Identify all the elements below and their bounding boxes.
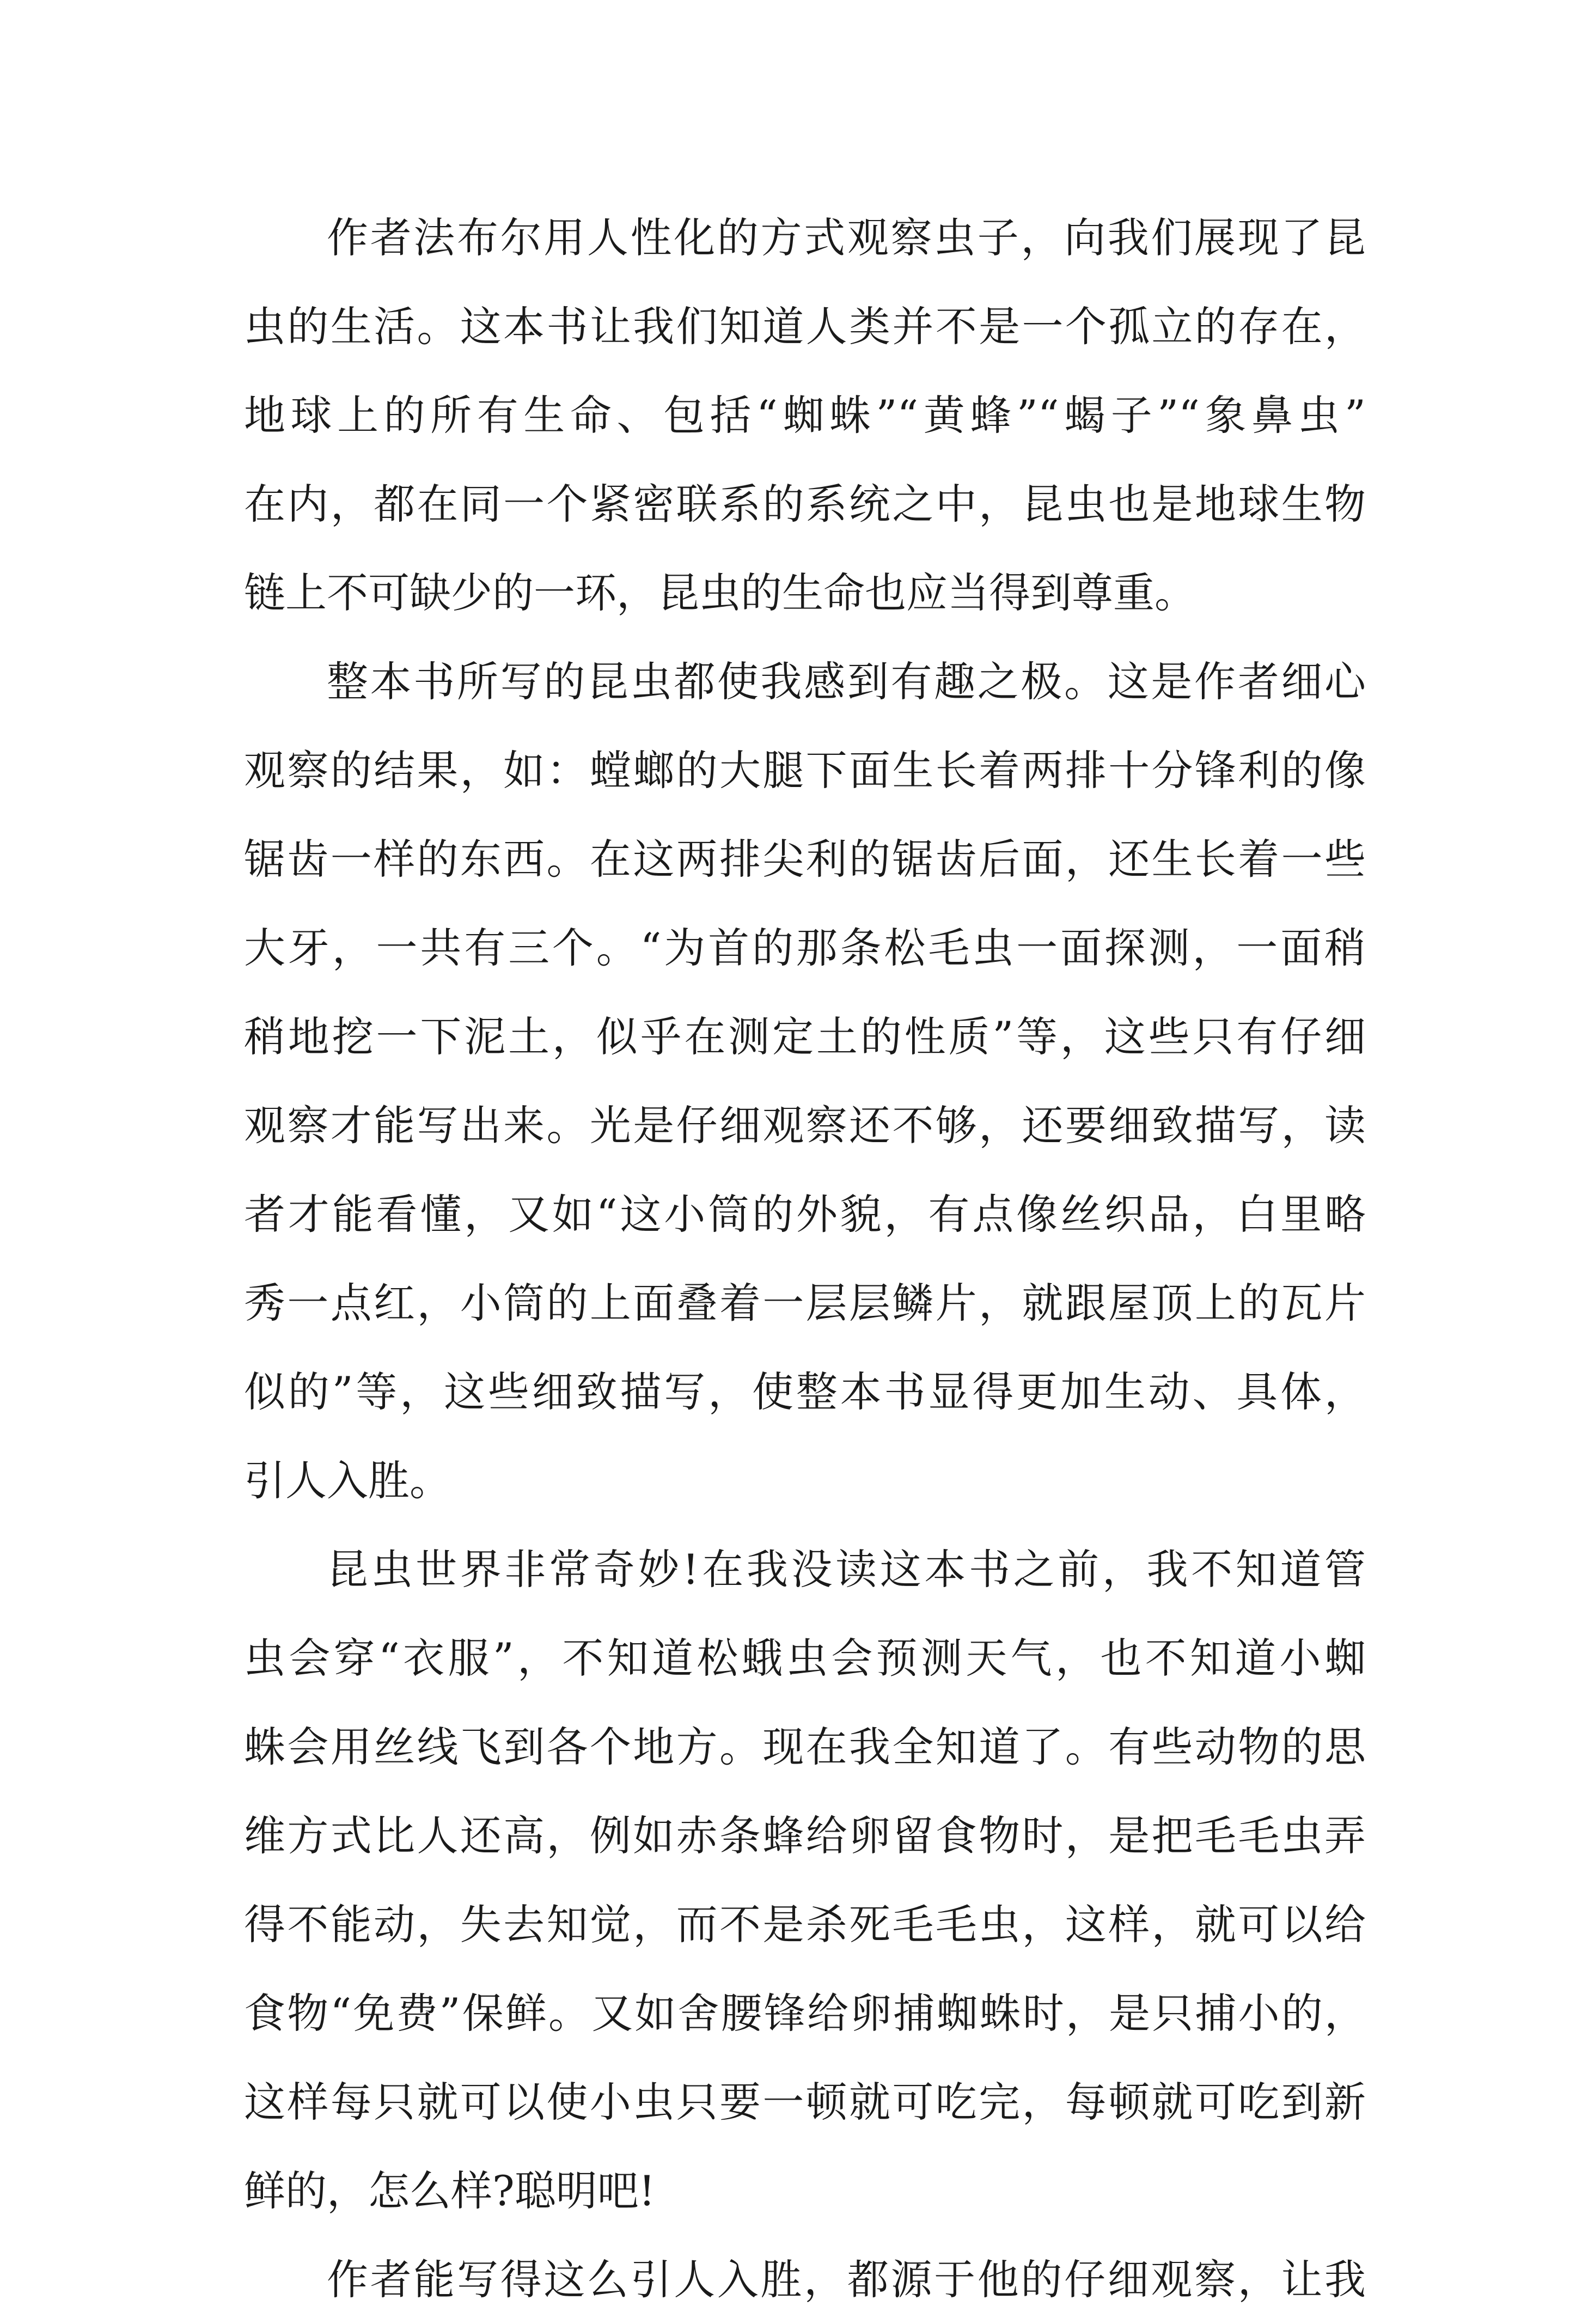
text-line: 作者法布尔用人性化的方式观察虫子，向我们展现了昆 (327, 214, 1366, 262)
text-line: 作者能写得这么引人入胜，都源于他的仔细观察，让我 (327, 2255, 1366, 2304)
text-line: 虫会穿“衣服”，不知道松蛾虫会预测天气，也不知道小蜘 (244, 1634, 1366, 1682)
text-line: 秀一点红，小筒的上面叠着一层层鳞片，就跟屋顶上的瓦片 (244, 1279, 1366, 1327)
article-body (244, 193, 1366, 2324)
text-line: 鲜的，怎么样?聪明吧! (244, 2167, 656, 2215)
text-line: 似的”等，这些细致描写，使整本书显得更加生动、具体， (244, 1368, 1366, 1416)
text-line: 整本书所写的昆虫都使我感到有趣之极。这是作者细心 (327, 657, 1366, 706)
text-line: 观察的结果，如：螳螂的大腿下面生长着两排十分锋利的像 (244, 746, 1366, 795)
paragraph-1 (244, 193, 1366, 637)
paragraph-4 (244, 2235, 1366, 2324)
paragraph-2 (244, 637, 1366, 1525)
text-line: 地球上的所有生命、包括“蜘蛛”“黄蜂”“蝎子”“象鼻虫” (244, 391, 1366, 440)
paragraph-3 (244, 1525, 1366, 2235)
text-line: 链上不可缺少的一环，昆虫的生命也应当得到尊重。 (244, 569, 1196, 617)
text-line: 食物“免费”保鲜。又如舍腰锋给卵捕蜘蛛时，是只捕小的， (244, 1989, 1366, 2038)
text-line: 在内，都在同一个紧密联系的系统之中，昆虫也是地球生物 (244, 480, 1366, 528)
text-line: 锯齿一样的东西。在这两排尖利的锯齿后面，还生长着一些 (244, 835, 1366, 883)
text-line: 大牙，一共有三个。“为首的那条松毛虫一面探测，一面稍 (244, 924, 1366, 972)
text-line: 昆虫世界非常奇妙!在我没读这本书之前，我不知道管 (327, 1545, 1366, 1594)
text-line: 蛛会用丝线飞到各个地方。现在我全知道了。有些动物的思 (244, 1723, 1366, 1771)
text-line: 引人入胜。 (244, 1456, 451, 1505)
text-line: 得不能动，失去知觉，而不是杀死毛毛虫，这样，就可以给 (244, 1900, 1366, 1949)
text-line: 观察才能写出来。光是仔细观察还不够，还要细致描写，读 (244, 1101, 1366, 1150)
text-line: 稍地挖一下泥土，似乎在测定土的性质”等，这些只有仔细 (244, 1012, 1366, 1061)
text-line: 者才能看懂，又如“这小筒的外貌，有点像丝织品，白里略 (244, 1190, 1366, 1239)
text-line: 这样每只就可以使小虫只要一顿就可吃完，每顿就可吃到新 (244, 2078, 1366, 2126)
text-line: 虫的生活。这本书让我们知道人类并不是一个孤立的存在， (244, 302, 1366, 351)
text-line: 维方式比人还高，例如赤条蜂给卵留食物时，是把毛毛虫弄 (244, 1811, 1366, 1860)
